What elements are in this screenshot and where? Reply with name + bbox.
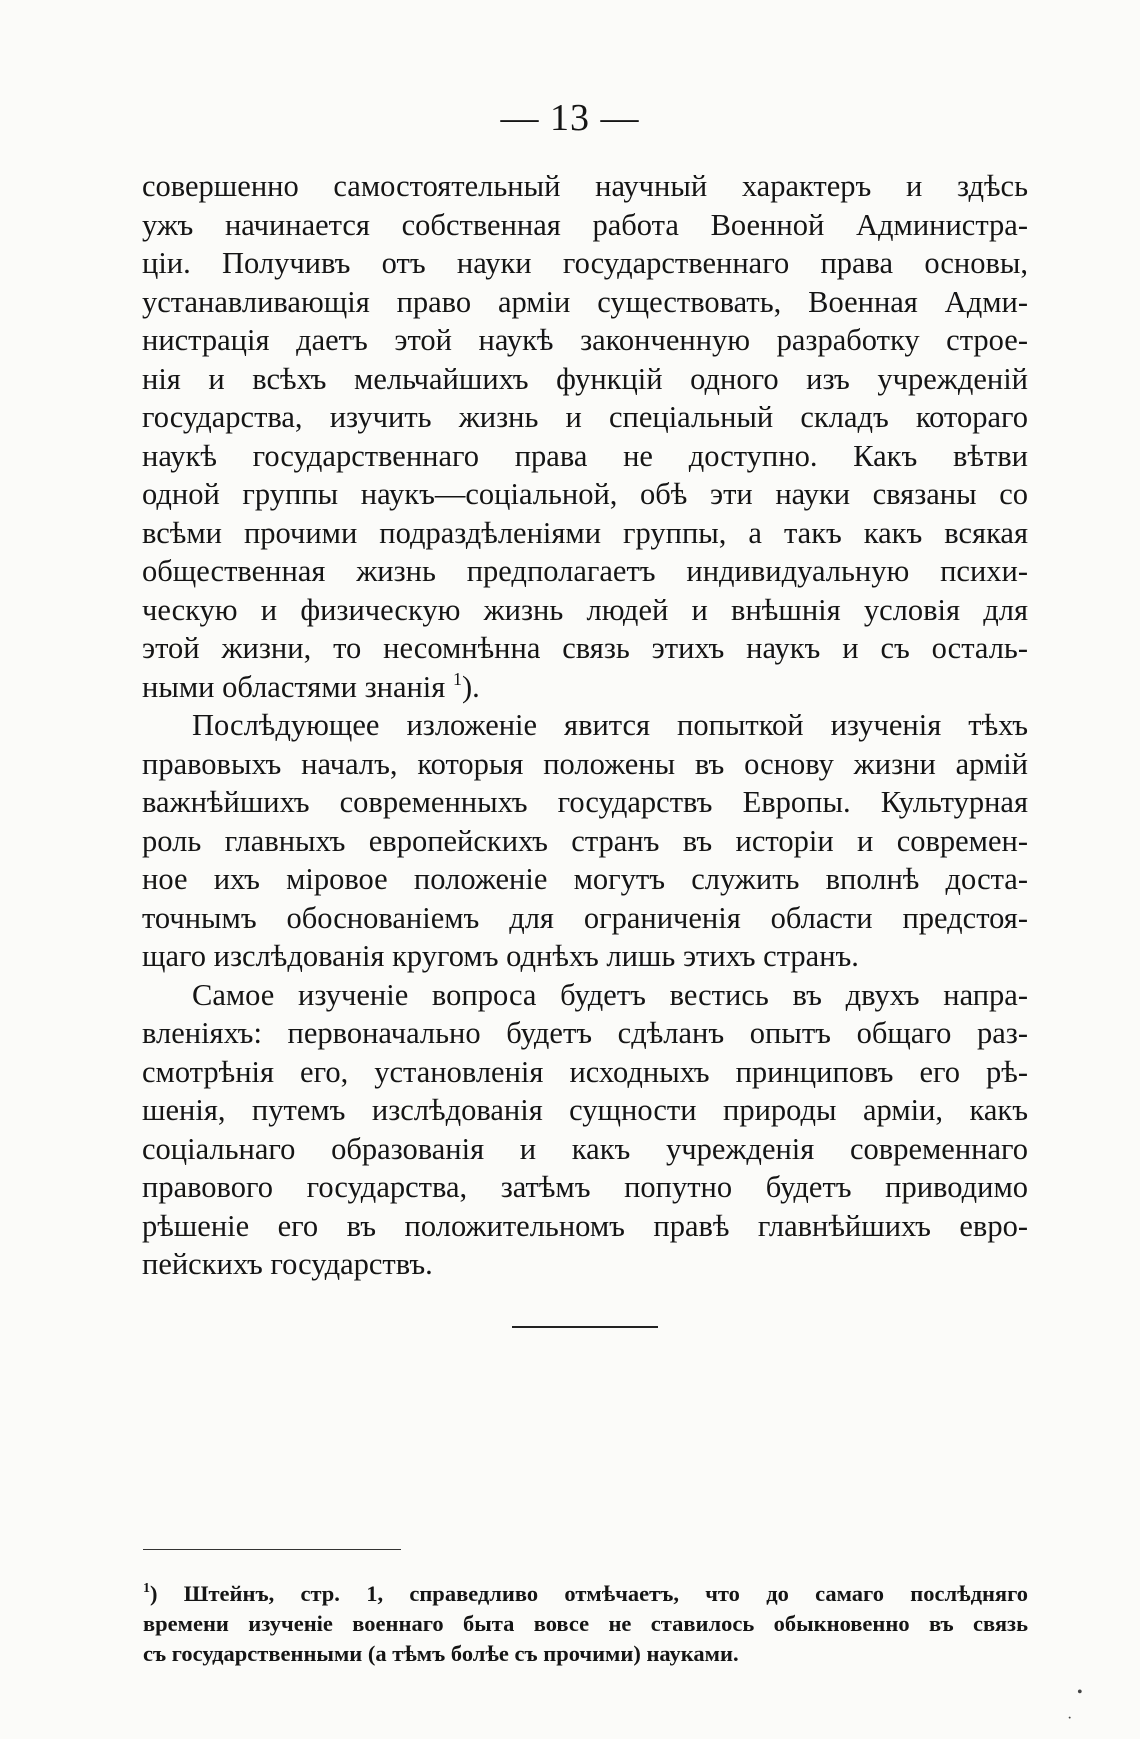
footnote-marker: 1 [143,1581,150,1596]
footnote-line: съ государственными (а тѣмъ болѣе съ прочими) науками. [143,1641,739,1666]
paragraph-3 [142,976,1028,1284]
text-line: важнѣйшихъ современныхъ государствъ Европы. Культурная [142,785,1028,819]
text-line: рѣшеніе его въ положительномъ правѣ главнѣйшихъ евро- [142,1208,1028,1243]
text-line: пейскихъ государствъ. [142,1247,433,1281]
text-line: щаго изслѣдованія кругомъ однѣхъ лишь этихъ странъ. [142,939,859,973]
text-line: нія и всѣхъ мельчайшихъ функцій одного изъ учрежденій [142,361,1028,396]
text-line: устанавливающія право арміи существовать, Военная Адми- [142,284,1028,319]
text-line: правовыхъ началъ, которыя положены въ основу жизни армій [142,746,1028,781]
text-line: наукѣ государственнаго права не доступно. Какъ вѣтви [142,438,1028,473]
footnote-reference: 1 [452,668,462,689]
print-speck: • [1077,1684,1083,1701]
text-line: общественная жизнь предполагаетъ индивидуальную психи- [142,554,1028,588]
page-number: — 13 — [500,97,640,139]
text-line: соціальнаго образованія и какъ учрежденія современнаго [142,1131,1028,1166]
text-line: точнымъ обоснованіемъ для ограниченія области предстоя- [142,900,1028,935]
text-line: всѣми прочими подраздѣленіями группы, а такъ какъ всякая [142,515,1028,550]
text-line: совершенно самостоятельный научный характеръ и здѣсь [142,169,1028,203]
text-line: вленіяхъ: первоначально будетъ сдѣланъ опытъ общаго раз- [142,1016,1028,1050]
print-speck: · [1067,1710,1073,1727]
text-line: ное ихъ міровое положеніе могутъ служить вполнѣ доста- [142,862,1028,896]
text-line: роль главныхъ европейскихъ странъ въ исторіи и современ- [142,823,1028,858]
text-line: одной группы наукъ—соціальной, обѣ эти науки связаны со [142,477,1028,511]
text-line: смотрѣнія его, установленія исходныхъ принциповъ его рѣ- [142,1054,1028,1089]
text-line: правового государства, затѣмъ попутно будетъ приводимо [142,1170,1028,1204]
main-text [142,167,1028,1284]
footnote-line: времени изученіе военнаго быта вовсе не ставилось обыкновенно въ связь [143,1611,1028,1636]
text-line: ужъ начинается собственная работа Военной Администра- [142,207,1028,242]
closing-punctuation: ). [461,669,480,704]
text-line: Послѣдующее изложеніе явится попыткой изученія тѣхъ [192,708,1028,742]
footnote [143,1579,1028,1669]
text-line: государства, изучить жизнь и спеціальный складъ котораго [142,400,1028,434]
text-line: шенія, путемъ изслѣдованія сущности природы арміи, какъ [142,1093,1028,1127]
text-line: ціи. Получивъ отъ науки государственнаго права основы, [142,246,1028,280]
footnote-line [143,1579,1028,1609]
footnote-divider [143,1549,401,1550]
text-line: нистрація даетъ этой наукѣ законченную разработку строе- [142,323,1028,357]
paragraph-1 [142,167,1028,706]
text-line-last [142,668,1028,707]
text-line-content: ными областями знанія [142,669,446,704]
footnote-line-content: ) Штейнъ, стр. 1, справедливо отмѣчаетъ, что до самаго послѣдняго [150,1581,1028,1606]
text-line: этой жизни, то несомнѣнна связь этихъ наукъ и съ осталь- [142,631,1028,665]
text-line: Самое изученіе вопроса будетъ вестись въ двухъ напра- [192,977,1028,1012]
text-line: ческую и физическую жизнь людей и внѣшнія условія для [142,592,1028,627]
paragraph-2 [142,706,1028,976]
section-divider [512,1326,658,1328]
